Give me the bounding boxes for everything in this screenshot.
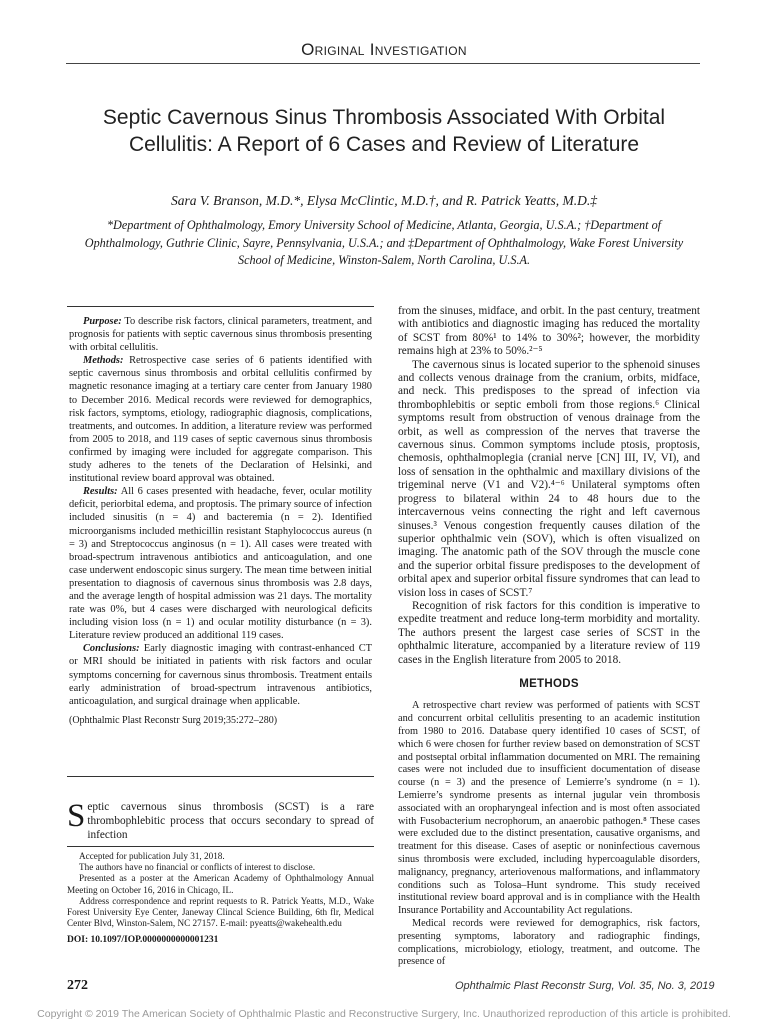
- authors: Sara V. Branson, M.D.*, Elysa McClintic, M.D.†, and R. Patrick Yeatts, M.D.‡: [171, 193, 597, 208]
- intro-paragraph: [67, 800, 374, 842]
- body-paragraph-3: Recognition of risk factors for this condition is imperative to expedite treatment and reduce long-term morbidity and mortality. The authors present the largest case series of SCST in the ophthalmic literature, accompanied by a literature review of 119 cases in the English literature from 2005 to 2018.: [398, 599, 700, 666]
- abstract-results: [69, 485, 372, 642]
- purpose-label: Purpose:: [83, 316, 122, 327]
- results-text: All 6 cases presented with headache, fever, ocular motility deficit, periorbital edema, and proptosis. The primary source of infection included sinusitis (n = 4) and bacteremia (n = 2). Identified microorganisms included methicillin resistant Staphylococcus aureus (n = 3) and Streptococcus anginosus (n = 1). All cases were treated with broad-spectrum intravenous antibiotics and anticoagulation, and one case underwent endoscopic sinus surgery. The mean time between initial presentation to diagnosis of cavernous sinus thrombosis was 2.8 days, and the average length of hospital admission was 21 days. The mortality rate was 0%, but 4 cases were discharged with neurological deficits including vision loss (n = 1) and ocular motility disturbance (n = 3). Literature review produced an additional 119 cases.: [69, 486, 372, 642]
- page-number: 272: [67, 978, 88, 993]
- doi: DOI: 10.1097/IOP.0000000000001231: [67, 935, 219, 946]
- article-title: Septic Cavernous Sinus Thrombosis Associated With Orbital Cellulitis: A Report of 6 Cases and Review of Literature: [102, 106, 666, 156]
- body-paragraph-1: from the sinuses, midface, and orbit. In the past century, treatment with antibiotics and diagnostic imaging has reduced the mortality of SCST from 80%¹ to 14% to 30%²; however, the morbidity remains high at 23% to 50%.²⁻⁵: [398, 305, 700, 358]
- methods-text: Retrospective case series of 6 patients identified with septic cavernous sinus thrombosis and orbital cellulitis confirmed by magnetic resonance imaging at a tertiary care center from January 1980 to December 2016. Medical records were reviewed for demographics, risk factors, symptoms, etiology, radiographic diagnosis, complications, treatments, and outcomes. In addition, a literature review was performed from 2005 to 2018, and 119 cases of septic cavernous sinus thrombosis confirmed by imaging were included for aggregate comparison. This study adheres to the tenets of the Declaration of Helsinki, and institutional review board approval was obtained.: [69, 355, 372, 485]
- abstract-methods: [69, 354, 372, 485]
- abstract: [69, 315, 372, 727]
- header-rule: [66, 63, 700, 64]
- intro-text: eptic cavernous sinus thrombosis (SCST) is a rare thrombophlebitic process that occurs secondary to spread of infection: [87, 801, 374, 841]
- right-column: [398, 305, 700, 969]
- conclusions-label: Conclusions:: [83, 643, 140, 655]
- journal-footer: Ophthalmic Plast Reconstr Surg, Vol. 35, No. 3, 2019: [455, 980, 715, 992]
- affiliations: *Department of Ophthalmology, Emory University School of Medicine, Atlanta, Georgia, U.S.A.; †Department of Ophthalmology, Guthrie Clinic, Sayre, Pennsylvania, U.S.A.; and ‡Department of Ophthalmology, Wake Forest University School of Medicine, Winston-Salem, North Carolina, U.S.A.: [84, 218, 684, 267]
- purpose-text: To describe risk factors, clinical parameters, treatment, and prognosis for patients with septic cavernous sinus thrombosis presenting with orbital cellulitis.: [69, 316, 373, 354]
- methods-paragraph-2: Medical records were reviewed for demographics, risk factors, presenting symptoms, laboratory and radiographic findings, complications, microbiology, etiology, treatment, and outcome. The presence of: [398, 917, 700, 968]
- methods-heading: METHODS: [519, 677, 579, 690]
- copyright-notice: Copyright © 2019 The American Society of Ophthalmic Plastic and Reconstructive Surgery, Inc. Unauthorized reproduction of this article is prohibited.: [37, 1008, 731, 1020]
- footnote-accepted: Accepted for publication July 31, 2018.: [79, 851, 225, 861]
- footnote-correspondence: Address correspondence and reprint requests to R. Patrick Yeatts, M.D., Wake Forest University Eye Center, Janeway Clincal Science Building, 6th flr, Medical Center Blvd, Winston-Salem, NC 27157. E-mail: pyeatts@wakehealth.edu: [67, 895, 374, 929]
- section-label: Original Investigation: [301, 40, 467, 59]
- footnote-presented: Presented as a poster at the American Academy of Ophthalmology Annual Meeting on October 16, 2016 in Chicago, IL.: [67, 873, 374, 895]
- footnotes: [67, 846, 374, 947]
- dropcap: S: [67, 798, 86, 834]
- abstract-citation: (Ophthalmic Plast Reconstr Surg 2019;35:272–280): [69, 714, 278, 726]
- results-label: Results:: [83, 486, 118, 498]
- methods-section: [398, 700, 700, 969]
- body-paragraph-2: The cavernous sinus is located superior to the sphenoid sinuses and collects venous drainage from the cranium, orbits, midface, and neck. This predisposes to the spread of infection via thrombophlebitis or septic emboli from those regions.⁶ Clinical symptoms result from obstruction of venous drainage from the orbit, as well as compression of the nerves that traverse the cavernous sinus. Common symptoms include ptosis, proptosis, chemosis, ophthalmoplegia (cranial nerve [CN] III, IV, VI), and loss of sensation in the ophthalmic and maxillary divisions of the trigeminal nerve (V1 and V2).⁴⁻⁶ Unilateral symptoms often progress to bilateral within 24 to 48 hours due to the intercavernous veins connecting the right and left cavernous sinuses.³ Venous congestion frequently causes dilation of the superior ophthalmic vein (SOV), which is often visualized on imaging. The anatomic path of the SOV through the muscle cone and the superior orbital fissure predisposes to the development of orbital apex and superior orbital fissure syndromes that can lead to vision loss in cases of SCST.⁷: [398, 358, 700, 599]
- conclusions-text: Early diagnostic imaging with contrast-enhanced CT or MRI should be initiated in patients with risk factors and ocular symptoms concerning for cavernous sinus thrombosis. Treatment entails early administration of broad-spectrum intravenous antibiotics, anticoagulation, and surgical drainage when applicable.: [69, 643, 372, 707]
- methods-label: Methods:: [83, 355, 124, 367]
- abstract-conclusions: [69, 642, 372, 707]
- abstract-purpose: [69, 315, 372, 354]
- methods-paragraph-1: A retrospective chart review was performed of patients with SCST and concurrent orbital cellulitis presenting to an academic institution from 1980 to 2016. Database query identified 10 cases of SCST, of which 6 were chosen for further review based on demonstration of SCST and postseptal orbital inflammation documented on MRI. The remaining cases were not included due to insufficient documentation of disease course (n = 3) and the presence of Lemierre’s syndrome (n = 1). Lemierre’s syndrome presents as internal jugular vein thrombosis associated with an oropharyngeal infection and is most often associated with Fusobacterium necrophorum, an anaerobic pathogen.⁸ These cases were excluded due to the distinct presentation, causative organisms, and treatment for this disease. Cases of aseptic or noninfectious cavernous sinus thrombosis were excluded, including hypercoagulable disorders, malignancy, pregnancy, arteriovenous malformations, and inflammatory conditions such as Tolosa–Hunt syndrome. This study received institutional review board approval and is in compliance with the Health Insurance Portability and Accountability Act regulations.: [398, 700, 700, 917]
- footnote-disclosure: The authors have no financial or conflicts of interest to disclose.: [79, 862, 315, 873]
